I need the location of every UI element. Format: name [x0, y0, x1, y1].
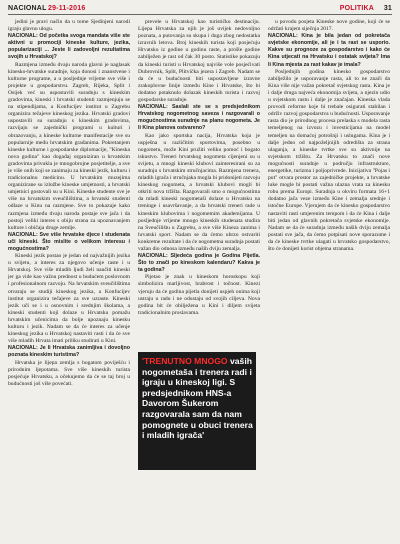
header-rule	[8, 14, 392, 15]
article-paragraph: Hrvatska je lijepa zemlja s bogatom poviješću i prirodnim ljepotama. Sve više kineskih turista posjećuje Hrvatsku, a očekujemo da će se taj broj u budućnosti još više povećati.	[8, 359, 130, 387]
interview-question: NACIONAL: Sve više hrvatske djece i studenata uči kineski. Što mislite o velikom interesu i mogućnostima?	[8, 231, 130, 252]
article-paragraph: Kao jako sportska nacija, Hrvatska koja je uspješna u različitim sportovima, posebno u nogometu, može Kini pružiti veliku pomoć i bogato iskustvo. Treneri hrvatskog nogometa cijenjeni su u svijetu, a mnogi kineski klubovi zainteresirani su za suradnju s hrvatskim stručnjacima. Razmjena trenera, mladih igrača i stručnjaka mogla bi pridonijeti razvoju kineskog nogometa, a hrvatski klubovi mogli bi otkriti nova tržišta. Razgovarali smo o mogućnostima da mladi kineski nogometaši dolaze u Hrvatsku na treninge i usavršavanje, a da hrvatski treneri rade u kineskim klubovima i nogometnim akademijama. U posljednje vrijeme mnogo kineskih studenata studira na Sveučilištu u Zagrebu, a sve više Kineza zanima i hrvatski sport. Nadam se da ćemo ubrzo ostvariti konkretne rezultate i da će nogometna suradnja postati važan dio odnosa između naših dviju zemalja.	[138, 132, 260, 252]
publication-name: NACIONAL	[8, 5, 47, 12]
interview-question: NACIONAL: Kina je bila jedan od pokretača svjetske ekonomije, ali je i ta rast se usporio. Kakve su prognoze za gospodarstvo i kako će Kina utjecati na Hrvatsku i ostatak svijeta? Ima li Kina mjesta za rast kakav je imala?	[268, 33, 390, 68]
pull-quote-body: vaših nogometaša i trenera radi i igraju u kineskoj ligi. S predsjednikom HNS-a Davorom Šukerom razgovarala sam da nam pomognete u obuci trenera i mladih igrača'	[142, 356, 253, 441]
article-paragraph: Razmjena između dvaju naroda glavni je naglasak kinesko-hrvatske suradnje, koja donosi i znanstvene i kulturne programe, a u posljednje vrijeme sve više i projekte u gospodarstvu. Zagreb, Rijeka, Split i Osijek već su uspostavili suradnju s kineskim gradovima, kineski i hrvatski studenti razmjenjuju se na stipendijama, a Konfucijev institut u Zagrebu organizira tečajeve kineskog jezika. Hrvatski gradovi uspostavili su suradnju s kineskim gradovima, razvijaju se zajednički programi u kulturi i obrazovanju, a kineske kulturne manifestacije sve su popularnije među hrvatskim građanima. Pokretanjem kineske kulturne i gospodarske diplomacije, "Kineska nova godina" kao događaj organiziran u hrvatskim gradovima privukla je mnogobrojne posjetitelje, a sve je više onih koji se zanimaju za kineski jezik, kulturu i tradicionalnu medicinu. U hrvatskim muzejima organizirane su izložbe kineske umjetnosti, a hrvatski umjetnici gostovali su u Kini. Kineske studente sve je više na hrvatskim sveučilištima, a hrvatski studenti odlaze u Kinu na razmjene. Sve to pokazuje kako razmjena između dvaju naroda postaje sve jača i da postoji veliki interes s obiju strana za upoznavanjem kulture i običaja druge zemlje.	[8, 61, 130, 231]
pull-quote	[138, 352, 256, 470]
pull-quote-lead: 'TRENUTNO MNOGO	[142, 356, 228, 366]
page-number: 31	[383, 5, 392, 12]
interview-question: NACIONAL: Sljedeća godina je Godina Pijetla. Što to znači po kineskom kalendaru? Kakva je ta godina?	[138, 253, 260, 274]
article-paragraph: u povodu posjeta Kineske nove godine, koji će se održati krajem siječnja 2017.	[268, 19, 390, 33]
article-column-3	[268, 19, 390, 539]
interview-question: NACIONAL: Je li Hrvatska zanimljiva i dovoljno poznata kineskim turistima?	[8, 345, 130, 359]
interview-question: NACIONAL: Od početka svoga mandata više ste aktivni u promociji kineske kulture, jezika, popularizaciji ... Jeste li zadovoljni rezultatima svojih u Hrvatskoj?	[8, 33, 130, 61]
article-paragraph: Pijetao je znak u kineskom horoskopu koji simbolizira marljivost, hrabrost i točnost. Kinezi vjeruju da će godina pijetla donijeti uspjeh onima koji ustraju u radu i ne odustaju od svojih ciljeva. Nova godina bit će obilježena u Kini i diljem svijeta tradicionalnim proslavama.	[138, 274, 260, 316]
page-header	[0, 0, 400, 15]
article-paragraph: prevele u Hrvatskoj kao turističku destinaciju. Lijepa Hrvatska za njih je još uvijek nedovoljno poznata, a putovanja su skupa i duga zbog nedostatka izravnih letova. Broj kineskih turista koji posjećuju Hrvatsku iz godine u godinu raste, a prošle godine zabilježen je rast od čak 30 posto. Statistike pokazuju da kineski turisti u Hrvatskoj najviše vole posjećivati Dubrovnik, Split, Plitvička jezera i Zagreb. Nadam se da će u budućnosti biti uspostavljene izravne zrakoplovne linije između Kine i Hrvatske, što bi dodatno potaknulo dolazak kineskih turista i razvoj gospodarske suradnje.	[138, 19, 260, 104]
article-column-1	[8, 19, 130, 539]
issue-date: 29-11-2016	[48, 5, 86, 12]
article-paragraph: Kineski jezik postao je jedan od najvažnijih jezika u svijetu, a interes za njegovo učenje raste i u Hrvatskoj. Sve više mladih ljudi želi naučiti kineski jer ga vide kao važnu prednost u budućem poslovnom i profesionalnom razvoju. Na hrvatskim sveučilištima otvaraju se studiji kineskog jezika, a Konfucijev institut organizira tečajeve za sve uzraste. Kineski jezik uči se i u osnovnim i srednjim školama, a kineski studenti koji dolaze u Hrvatsku pomažu hrvatskim učenicima da bolje upoznaju kinesku kulturu i jezik. Nadam se da će interes za učenje kineskog jezika u Hrvatskoj nastaviti rasti i da će sve više mladih Hrvata imati priliku studirati u Kini.	[8, 253, 130, 345]
section-name: POLITIKA	[339, 5, 374, 12]
article-paragraph: Posljednjih godina kinesko gospodarstvo zabilježilo je usporavanje rasta, ali to ne znači da Kina više nije važan pokretač svjetskog rasta. Kina je i dalje druga najveća ekonomija svijeta, a njezin udio u svjetskom rastu i dalje je značajan. Kineska vlada provodi reforme koje bi trebale osigurati stabilan i održiv razvoj gospodarstva u budućnosti. Usporavanje rasta dio je prirodnog procesa prelaska s modela rasta temeljenog na izvozu i investicijama na model temeljen na domaćoj potrošnji i uslugama. Kina je i dalje jedno od najpoželjnijih odredišta za strana ulaganja, a kineske tvrtke sve su aktivnije na svjetskom tržištu. Za Hrvatsku to znači nove mogućnosti suradnje u području infrastrukture, energetike, turizma i poljoprivrede. Inicijativa "Pojas i put" otvara prostor za zajedničke projekte, a hrvatske luke mogle bi postati važna ulazna vrata za kinesku robu prema Europi. Suradnja u okviru formata 16+1 dodatno jača veze između Kine i zemalja srednje i istočne Europe. Vjerujem da će kinesko gospodarstvo nastaviti rasti umjerenim tempom i da će Kina i dalje biti jedan od glavnih pokretača svjetske ekonomije. Nadam se da će suradnja između naših dviju zemalja postati sve jača, da ćemo potpisati nove sporazume i da će kineske tvrtke ulagati u hrvatsko gospodarstvo, što će donijeti korist objema stranama.	[268, 68, 390, 252]
interview-question: NACIONAL: Saslali ste se s predsjednikom Hrvatskog nogometnog saveza i razgovarali o mogućnostima suradnje na planu nogometa. Je li Kina planova ostvareno?	[138, 104, 260, 132]
article-paragraph: jedini je pravi način da u tome Sjedinjeni narodi igraju glavnu ulogu.	[8, 19, 130, 33]
